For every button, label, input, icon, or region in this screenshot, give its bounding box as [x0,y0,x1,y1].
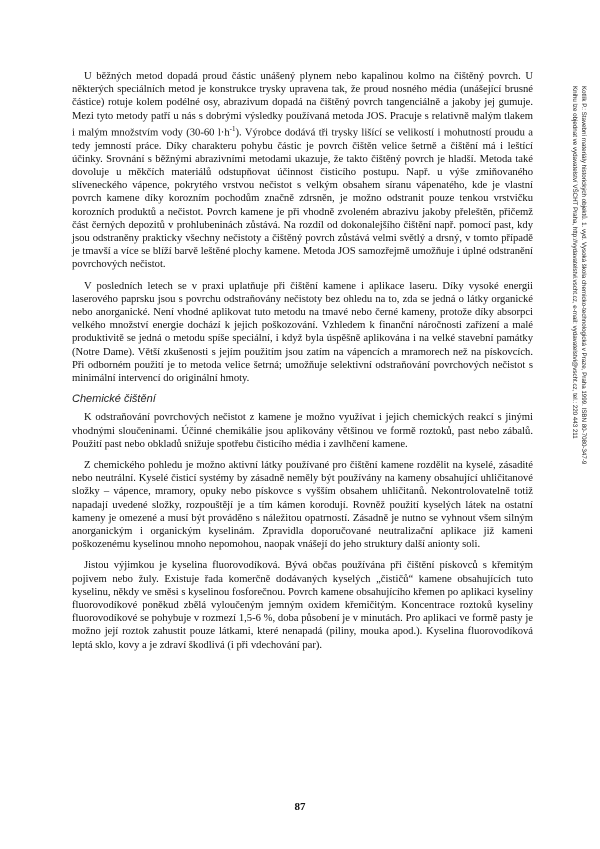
paragraph-chemical-intro: K odstraňování povrchových nečistot z kamene je možno využívat i jejich chemických reakcí s jinými vhodnými sloučeninami. Účinné chemikálie jsou aplikovány většinou ve formě roztoků, past nebo zábalů. Použití past nebo obkladů snižuje spotřebu čisticího média i zavlhčení kamene. [72,412,533,450]
side-citation-line: Kotlík P.: Stavební materiály historických objektů. 1. vyd. Vysoká škola chemicko-technologická v Praze, Praha 1999. ISBN 80-7080-347-9 [580,86,587,465]
paragraph-hydrofluoric-acid: Jistou výjimkou je kyselina fluorovodíková. Bývá občas používána při čištění pískovců s křemitým pojivem nebo žuly. Existuje řada komerčně dodávaných kyselých „čističů“ kamene obsahujících tuto kyselinu, někdy ve směsi s kyselinou fosforečnou. Povrch kamene obsahujícího křemen po aplikaci kyseliny fluorovodíkové poněkud zbělá vyloučeným jemným oxidem křemičitým. Koncentrace roztoků kyseliny fluorovodíkové se pohybuje v rozmezí 1,5-6 %, doba působení je v minutách. Pro aplikaci ve formě pasty je možno její roztok zahustit pouze látkami, které nenapadá (piliny, mouka apod.). Kyselina fluorovodíková leptá sklo, kovy a je zdraví škodlivá (i při vdechování par). [72,560,533,651]
side-citation [540,86,588,641]
side-citation-line: Knihu lze objednat ve vydavatelství VŠCHT Praha, http://vydavatelstvi.vscht.cz, e-mail: vydavatelstvi@vscht.cz, tel.: 220 443 211 [571,86,578,439]
section-heading-chemical-cleaning: Chemické čištění [72,393,156,406]
paragraph-acidic-agents: Z chemického pohledu je možno aktivní látky používané pro čištění kamene rozdělit na kyselé, zásadité nebo neutrální. Kyselé čisticí systémy by zásadně neměly být používány na kameny obsahující uhličitanové složky – vápence, mramory, opuky nebo pískovce s vyšším obsahem uhličitanů. Nekontrolovatelně totiž napadají uvedené složky, rozpouštějí je a tím kámen korodují. Rovněž použití kyselých látek na ostatní kameny je omezené a musí být prováděno s náležitou opatrností. Zásadně je nutno se vyhnout všem silným anorganickým i organickým kyselinám. Zpravidla doporučované neutralizační aplikace již kameni poškozenému kyselinou mnoho nepomohou, naopak vnášejí do jeho struktury další anionty soli. [72,460,533,551]
page-number: 87 [294,801,306,813]
body-text [72,70,533,660]
paragraph-laser: V posledních letech se v praxi uplatňuje při čištění kamene i aplikace laseru. Díky vysoké energii laserového paprsku jsou s povrchu odstraňovány nečistoty bez ohledu na to, zda se jedná o látky organické nebo anorganické. Není vhodné aplikovat tuto metodu na tmavé nebo černé kameny, protože díky absorpci velkého množství energie dochází k jejich poškozování. Vzhledem k finanční náročnosti zařízení a malé produktivitě se jedná o metodu spíše speciální, i když byla úspěšně aplikována i na velké stavební památky (Notre Dame). Větší zkušenosti s jejím použitím jsou zatím na vápencích a mramorech než na pískovcích. Při odborném použití je to metoda velice šetrná; umožňuje selektivní odstraňování povrchových nečistot s minimální intervencí do originální hmoty. [72,280,533,384]
paragraph-abrasive-jos: U běžných metod dopadá proud částic unášený plynem nebo kapalinou kolmo na čištěný povrch. U některých speciálních metod je konstrukce trysky upravena tak, že proud nosného média (unášející brusné částice) rotuje kolem podélné osy, abrazivum dopadá na čištěný povrch tangenciálně a jakoby jej gumuje. Mezi tyto metody patří u nás s dobrými výsledky používaná metoda JOS. Pracuje s relativně malým tlakem i malým množstvím vody (30-60 $l\cdot h^{-1}$). Výrobce dodává tři trysky lišící se velikostí i mohutností proudu a tedy jemností práce. Díky charakteru pohybu částic je povrch čištěn velice šetrně a čištění má i leštící účinky. Srovnání s běžnými abrazivními metodami ukazuje, že takto čištěný povrch je hladší. Metoda také dovoluje u měkčích materiálů odstupňovat účinnost čisticího postupu. Např. u výše zmiňovaného slíveneckého vápence, pokrytého vrstvou nečistot s velkým obsahem síranu vápenatého, kde je vlastní povrch kamene díky korozním pochodům značně zdrsněn, je možno odstranit pouze tenkou vrstvičku korozních produktů a nečistot. Povrch kamene je při vhodně zvoleném abrazivu jakoby přeleštěn, přičemž část černých depozitů v prohlubeninách zůstává. Na rozdíl od dokonalejšího čištění např. pomocí past, kdy jsou odstraněny prakticky všechny nečistoty a čištěný povrch zůstává velmi světlý a drsný, v tomto případě je tmavší a více se blíží barvě leštěné plochy kamene. Metoda JOS samozřejmě umožňuje i úplné odstranění povrchových nečistot. [72,71,534,271]
